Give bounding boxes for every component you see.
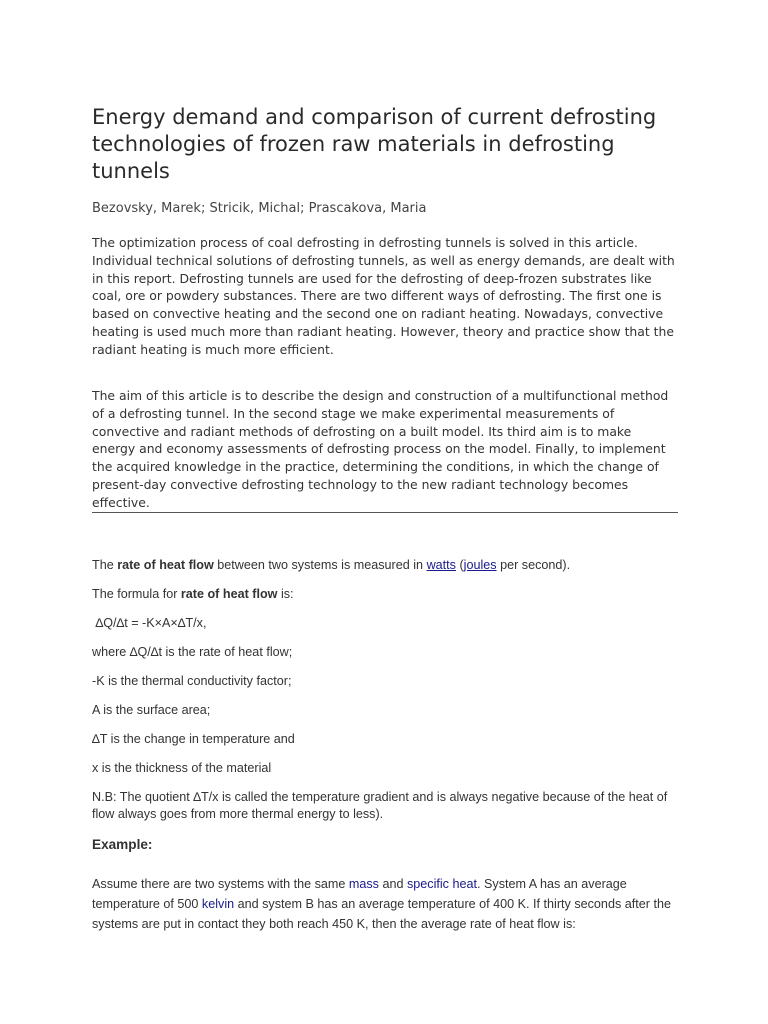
heat-flow-formula: ∆Q/∆t = -K×A×∆T/x, <box>92 616 207 630</box>
specific-heat-link[interactable]: specific heat <box>406 877 477 891</box>
joules-link[interactable]: joules <box>463 558 497 572</box>
abstract-paragraph-1: The optimization process of coal defrosting in defrosting tunnels is solved in this article. Individual technical solutions of defrosting tunnels, as well as energy demands, are dealt with in this report. Defrosting tunnels are used for the defrosting of deep-frozen substrates like coal, ore or powdery substances. There are two different ways of defrosting. The first one is based on convective heating and the second one on radiant heating. Nowadays, convective heating is used much more than radiant heating. However, theory and practice show that the radiant heating is much more efficient. <box>92 235 675 357</box>
watts-link[interactable]: watts <box>426 558 456 572</box>
formula-intro-text-2: is: <box>277 587 294 601</box>
example-heading: Example: <box>92 837 153 852</box>
abstract-paragraph-2: The aim of this article is to describe the design and construction of a multifunctional method of a defrosting tunnel. In the second stage we make experimental measurements of convective and radiant methods of defrosting on a built model. Its third aim is to make energy and economy assessments of defrosting process on the model. Finally, to implement the acquired knowledge in the practice, determining the conditions, in which the change of present-day convective defrosting technology to the new radiant technology becomes effective. <box>92 388 669 510</box>
mass-link[interactable]: mass <box>348 877 379 891</box>
example-text-1: Assume there are two systems with the same <box>92 877 349 891</box>
intro-text-1: The <box>92 558 118 572</box>
intro-text-3: ( <box>455 558 464 572</box>
formula-intro-bold-term: rate of heat flow <box>180 587 278 601</box>
intro-text-4: per second). <box>496 558 571 572</box>
example-text-4: and system B has an average temperature of 400 K. If thirty seconds after the systems are put in contact they both reach 450 K, then the average rate of heat flow is: <box>92 897 671 931</box>
article-authors: Bezovsky, Marek; Stricik, Michal; Prascakova, Maria <box>92 201 427 216</box>
example-paragraph <box>92 874 678 934</box>
section-divider <box>92 512 678 513</box>
formula-intro <box>92 586 678 603</box>
definition-a: A is the surface area; <box>92 703 211 717</box>
intro-bold-term: rate of heat flow <box>117 558 214 572</box>
example-text-2: and <box>378 877 407 891</box>
definition-k: -K is the thermal conductivity factor; <box>92 674 292 688</box>
heat-flow-intro <box>92 557 678 574</box>
definition-x: x is the thickness of the material <box>92 761 272 775</box>
formula-intro-text-1: The formula for <box>92 587 181 601</box>
definition-rate: where ∆Q/∆t is the rate of heat flow; <box>92 645 293 659</box>
nb-note: N.B: The quotient ∆T/x is called the temperature gradient and is always negative because of the heat of flow always goes from more thermal energy to less). <box>92 790 668 821</box>
article-title: Energy demand and comparison of current defrosting technologies of frozen raw materials in defrosting tunnels <box>92 105 657 183</box>
intro-text-2: between two systems is measured in <box>213 558 427 572</box>
example-text-3: . System A has an average temperature of 500 <box>92 877 627 911</box>
kelvin-link[interactable]: kelvin <box>201 897 235 911</box>
definition-dt: ∆T is the change in temperature and <box>92 732 295 746</box>
